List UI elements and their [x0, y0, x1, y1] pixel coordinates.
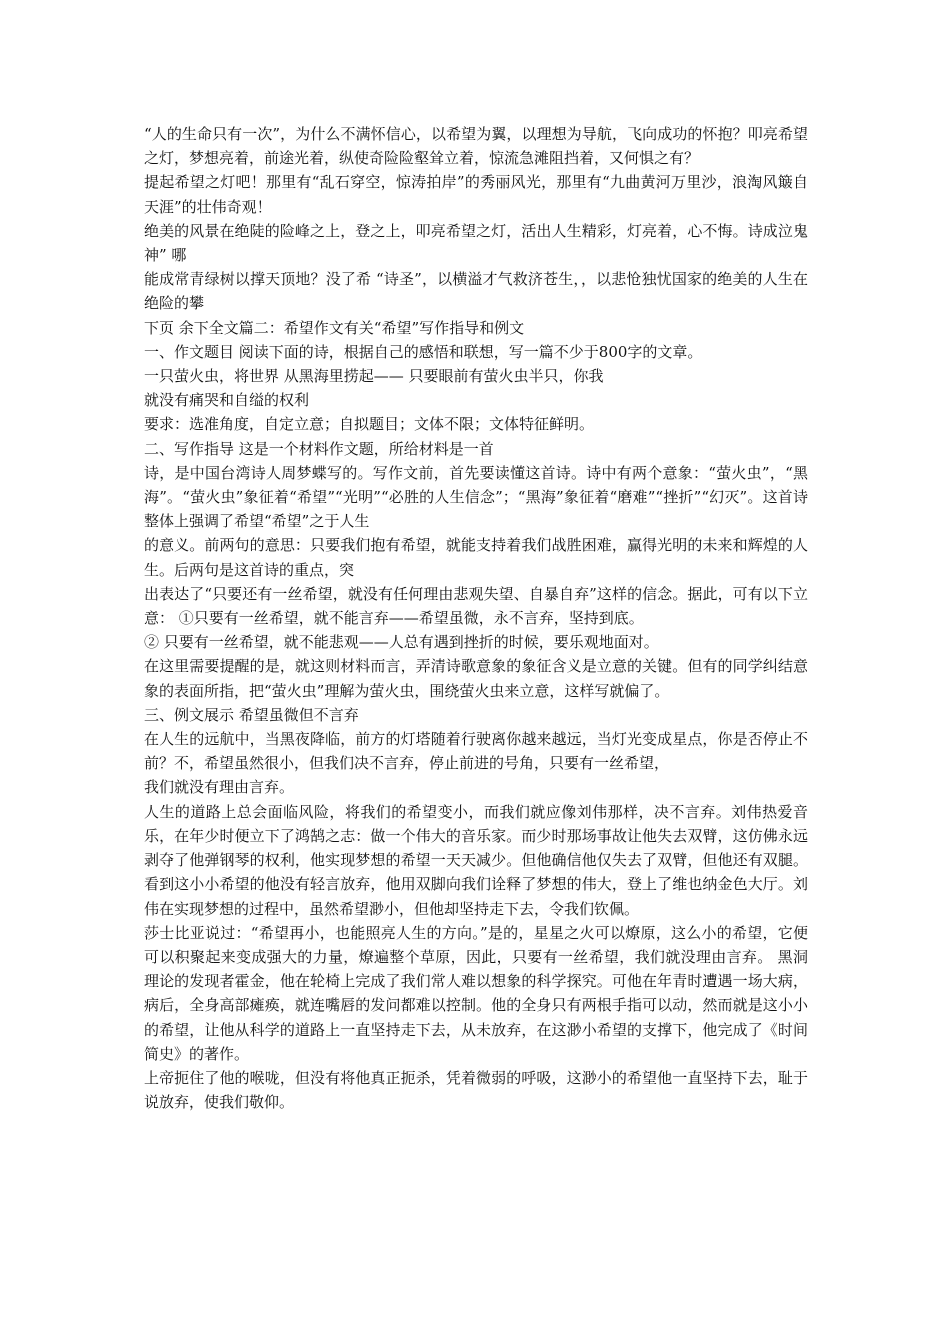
paragraph: 在人生的远航中，当黑夜降临，前方的灯塔随着行驶离你越来越远，当灯光变成星点，你是否停止不前？不，希望虽然很小，但我们决不言弃，停止前进的号角，只要有一丝希望，: [144, 730, 808, 773]
paragraph: 诗，是中国台湾诗人周梦蝶写的。写作文前，首先要读懂这首诗。诗中有两个意象：“萤火虫”，“黑海”。“萤火虫”象征着“希望”“光明”“必胜的人生信念”；“黑海”象征着“磨难”“挫折”“幻灭”。这首诗整体上强调了希望“希望”之于人生: [144, 463, 808, 531]
paragraph: 一、作文题目 阅读下面的诗，根据自己的感悟和联想，写一篇不少于800字的文章。: [144, 342, 703, 361]
paragraph: 提起希望之灯吧！那里有“乱石穿空，惊涛拍岸”的秀丽风光，那里有“九曲黄河万里沙，浪淘风簸自天涯”的壮伟奇观！: [144, 173, 808, 216]
paragraph: ② 只要有一丝希望，就不能悲观——人总有遇到挫折的时候，要乐观地面对。: [144, 633, 659, 652]
paragraph: 三、例文展示 希望虽微但不言弃: [144, 705, 359, 724]
paragraph: 上帝扼住了他的喉咙，但没有将他真正扼杀，凭着微弱的呼吸，这渺小的希望他一直坚持下去，耻于说放弃，使我们敬仰。: [144, 1068, 808, 1112]
paragraph: 绝美的风景在绝陡的险峰之上，登之上，叩亮希望之灯，活出人生精彩，灯亮着，心不悔。诗成泣鬼神” 哪: [144, 221, 808, 265]
paragraph: 二、写作指导 这是一个材料作文题，所给材料是一首: [144, 439, 494, 458]
paragraph: 能成常青绿树以撑天顶地？没了希 “诗圣”，以横溢才气救济苍生，，以悲怆独忧国家的绝美的人生在绝险的攀: [144, 270, 808, 313]
document-body: [144, 122, 808, 1114]
paragraph: 下页 余下全文篇二：希望作文有关“希望”写作指导和例文: [144, 318, 525, 337]
paragraph: 在这里需要提醒的是，就这则材料而言，弄清诗歌意象的象征含义是立意的关键。但有的同学纠结意象的表面所指，把“萤火虫”理解为萤火虫，围绕萤火虫来立意，这样写就偏了。: [144, 657, 808, 700]
paragraph: 要求：选准角度，自定立意；自拟题目；文体不限；文体特征鲜明。: [144, 415, 595, 434]
paragraph: 人生的道路上总会面临风险，将我们的希望变小，而我们就应像刘伟那样，决不言弃。刘伟热爱音乐，在年少时便立下了鸿鹄之志：做一个伟大的音乐家。而少时那场事故让他失去双臂，这仿佛永远剥夺了他弹钢琴的权利，他实现梦想的希望一天天减少。但他确信他仅失去了双臂，但他还有双腿。看到这小小希望的他没有轻言放弃，他用双脚向我们诠释了梦想的伟大，登上了维也纳金色大厅。刘伟在实现梦想的过程中，虽然希望渺小，但他却坚持走下去，令我们钦佩。: [144, 802, 808, 918]
paragraph: 出表达了“只要还有一丝希望，就没有任何理由悲观失望、自暴自弃”这样的信念。据此，可有以下立意： ①只要有一丝希望，就不能言弃——希望虽微，永不言弃，坚持到底。: [144, 584, 808, 628]
paragraph: 我们就没有理由言弃。: [144, 778, 295, 797]
paragraph: 莎士比亚说过：“希望再小，也能照亮人生的方向。”是的，星星之火可以燎原，这么小的希望，它便可以积聚起来变成强大的力量，燎遍整个草原，因此，只要有一丝希望，我们就没理由言弃。 黑洞理论的发现者霍金，他在轮椅上完成了我们常人难以想象的科学探究。可他在年青时遭遇一场大病，病后，全身高部瘫痪，就连嘴唇的发问都难以控制。他的全身只有两根手指可以动，然而就是这小小的希望，让他从科学的道路上一直坚持走下去，从未放弃，在这渺小希望的支撑下，他完成了《时间简史》的著作。: [144, 923, 808, 1063]
paragraph: 就没有痛哭和自缢的权利: [144, 391, 310, 410]
paragraph: “人的生命只有一次”，为什么不满怀信心，以希望为翼，以理想为导航，飞向成功的怀抱？叩亮希望之灯，梦想亮着，前途光着，纵使奇险险壑耸立着，惊流急滩阻挡着，又何惧之有？: [144, 125, 808, 168]
paragraph: 一只萤火虫，将世界 从黑海里捞起—— 只要眼前有萤火虫半只，你我: [144, 367, 604, 386]
paragraph: 的意义。前两句的意思：只要我们抱有希望，就能支持着我们战胜困难，赢得光明的未来和辉煌的人生。后两句是这首诗的重点，突: [144, 536, 808, 579]
